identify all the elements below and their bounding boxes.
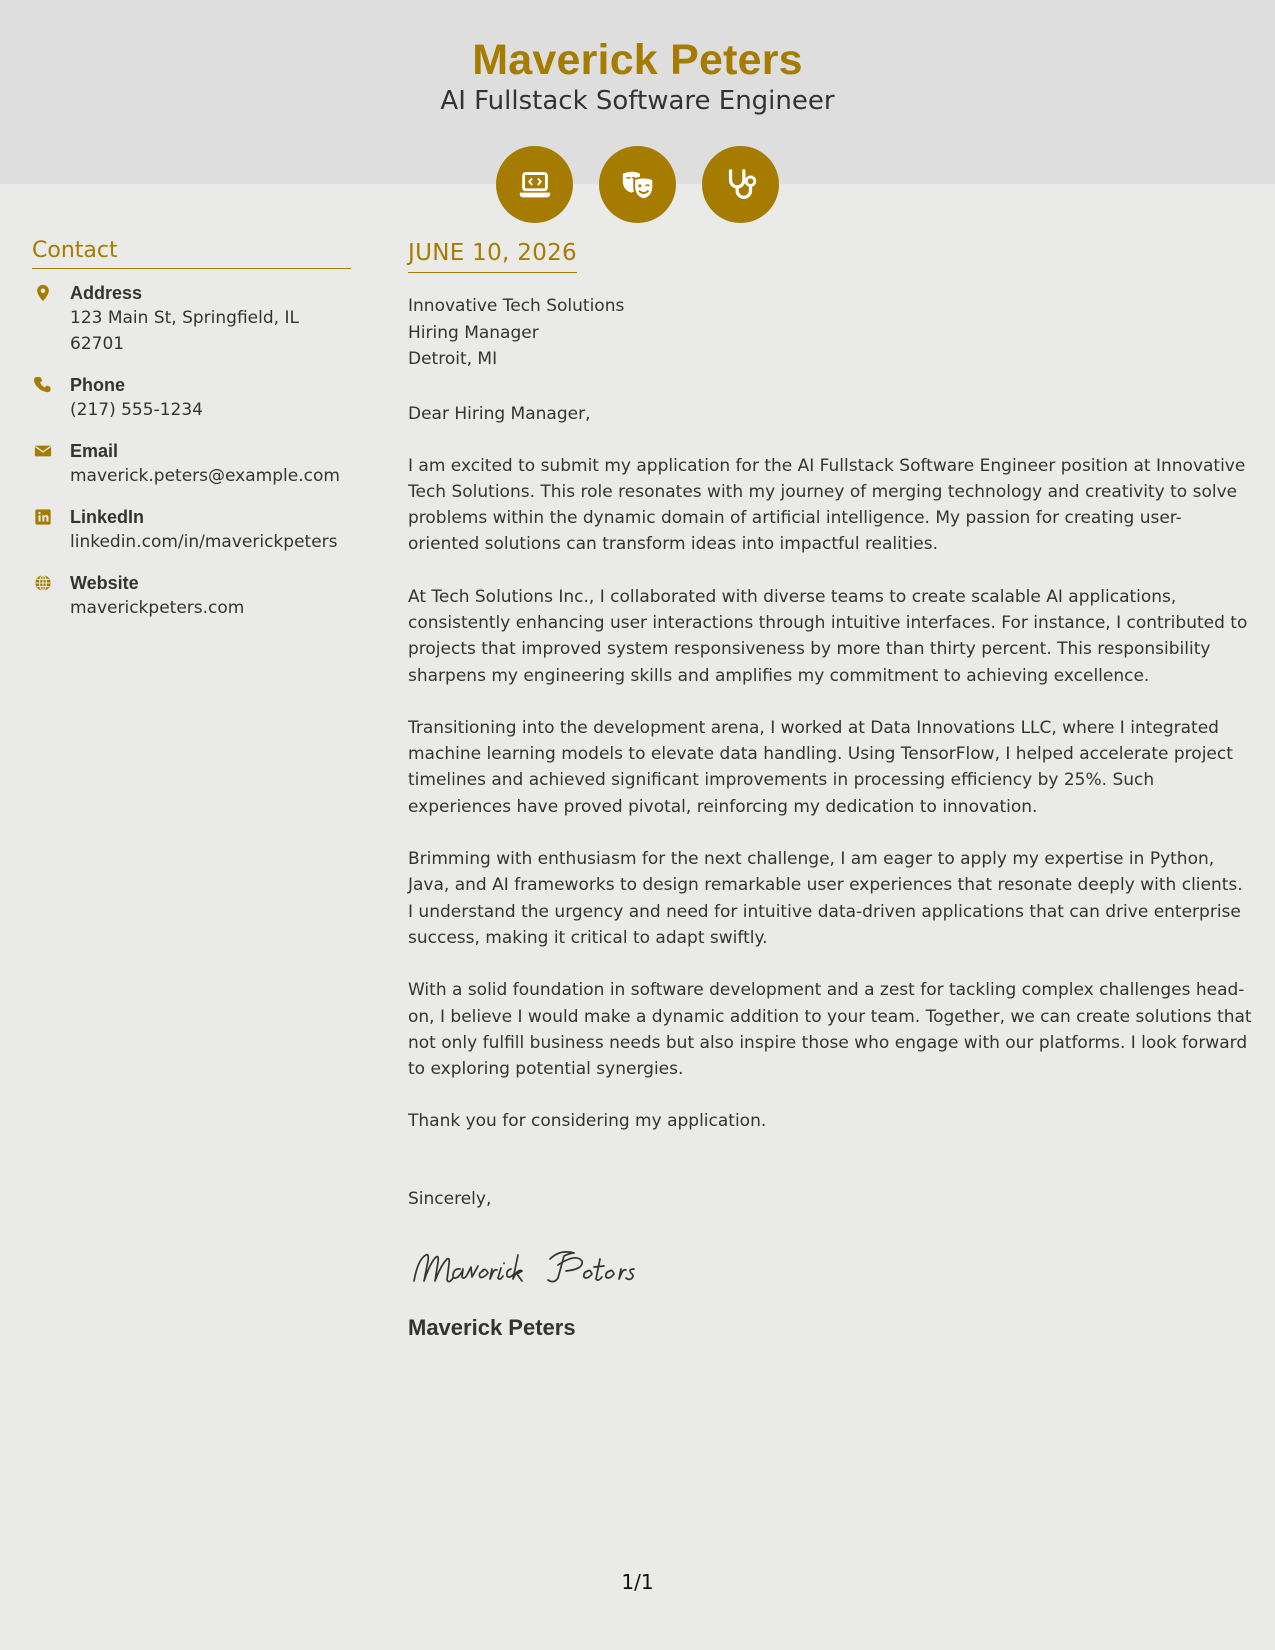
letter-body bbox=[408, 240, 1253, 1341]
recipient-block bbox=[408, 293, 1253, 373]
contact-email bbox=[32, 439, 351, 489]
contact-website bbox=[32, 571, 351, 621]
handwritten-signature bbox=[408, 1241, 1253, 1291]
signed-name: Maverick Peters bbox=[408, 1314, 576, 1340]
paragraph: Thank you for considering my application. bbox=[408, 1111, 767, 1132]
contact-list bbox=[32, 281, 351, 621]
contact-phone bbox=[32, 373, 351, 423]
contact-label: LinkedIn bbox=[70, 507, 145, 527]
globe-icon bbox=[32, 571, 70, 621]
contact-value: 123 Main St, Springfield, IL 62701 bbox=[70, 308, 299, 354]
linkedin-icon bbox=[32, 505, 70, 555]
icon-badges bbox=[0, 146, 1275, 222]
job-title: AI Fullstack Software Engineer bbox=[440, 86, 835, 116]
recipient-company: Innovative Tech Solutions bbox=[408, 296, 625, 316]
paragraph: Brimming with enthusiasm for the next challenge, I am eager to apply my expertise in Python, Java, and AI frameworks to design remarkable user experiences that resonate deeply with clients. I understand the urgency and need for intuitive data-driven applications that can drive enterprise success, making it critical to adapt swiftly. bbox=[408, 849, 1243, 948]
laptop-code-icon bbox=[496, 146, 573, 223]
applicant-name: Maverick Peters bbox=[472, 36, 803, 84]
map-pin-icon bbox=[32, 281, 70, 357]
contact-sidebar bbox=[32, 238, 351, 637]
contact-label: Email bbox=[70, 441, 119, 461]
stethoscope-icon bbox=[702, 146, 779, 223]
paragraph: I am excited to submit my application for the AI Fullstack Software Engineer position at Innovative Tech Solutions. This role resonates with my journey of merging technology and creativity to solve problems within the dynamic domain of artificial intelligence. My passion for creating user-oriented solutions can transform ideas into impactful realities. bbox=[408, 455, 1246, 555]
paragraph: Transitioning into the development arena, I worked at Data Innovations LLC, where I integrated machine learning models to elevate data handling. Using TensorFlow, I helped accelerate project timelines and achieved significant improvements in processing efficiency by 25%. Such experiences have proved pivotal, reinforcing my dedication to innovation. bbox=[408, 717, 1233, 817]
contact-value[interactable]: maverick.peters@example.com bbox=[70, 466, 340, 486]
theater-masks-icon bbox=[599, 146, 676, 223]
contact-label: Website bbox=[70, 573, 139, 593]
recipient-role: Hiring Manager bbox=[408, 322, 539, 343]
closing: Sincerely, bbox=[408, 1188, 492, 1209]
phone-icon bbox=[32, 373, 70, 423]
paragraph: With a solid foundation in software development and a zest for tackling complex challenges head-on, I believe I would make a dynamic addition to your team. Together, we can create solutions that not only fulfill business needs but also inspire those who engage with our platforms. I look forward to exploring potential synergies. bbox=[408, 980, 1252, 1080]
recipient-location: Detroit, MI bbox=[408, 349, 498, 369]
page-number: 1/1 bbox=[621, 1570, 654, 1594]
contact-value[interactable]: maverickpeters.com bbox=[70, 598, 245, 618]
contact-address bbox=[32, 281, 351, 357]
paragraph: At Tech Solutions Inc., I collaborated with diverse teams to create scalable AI applications, consistently enhancing user interactions through intuitive interfaces. For instance, I contributed to projects that improved system responsiveness by more than thirty percent. This responsibility sharpens my engineering skills and amplifies my commitment to achieving excellence. bbox=[408, 586, 1248, 686]
letter-date: JUNE 10, 2026 bbox=[408, 240, 577, 273]
contact-linkedin bbox=[32, 505, 351, 555]
contact-value: (217) 555-1234 bbox=[70, 400, 203, 420]
contact-value[interactable]: linkedin.com/in/maverickpeters bbox=[70, 532, 338, 552]
envelope-icon bbox=[32, 439, 70, 489]
salutation: Dear Hiring Manager, bbox=[408, 403, 591, 424]
contact-label: Address bbox=[70, 283, 143, 303]
contact-label: Phone bbox=[70, 375, 126, 395]
contact-heading: Contact bbox=[32, 238, 351, 269]
